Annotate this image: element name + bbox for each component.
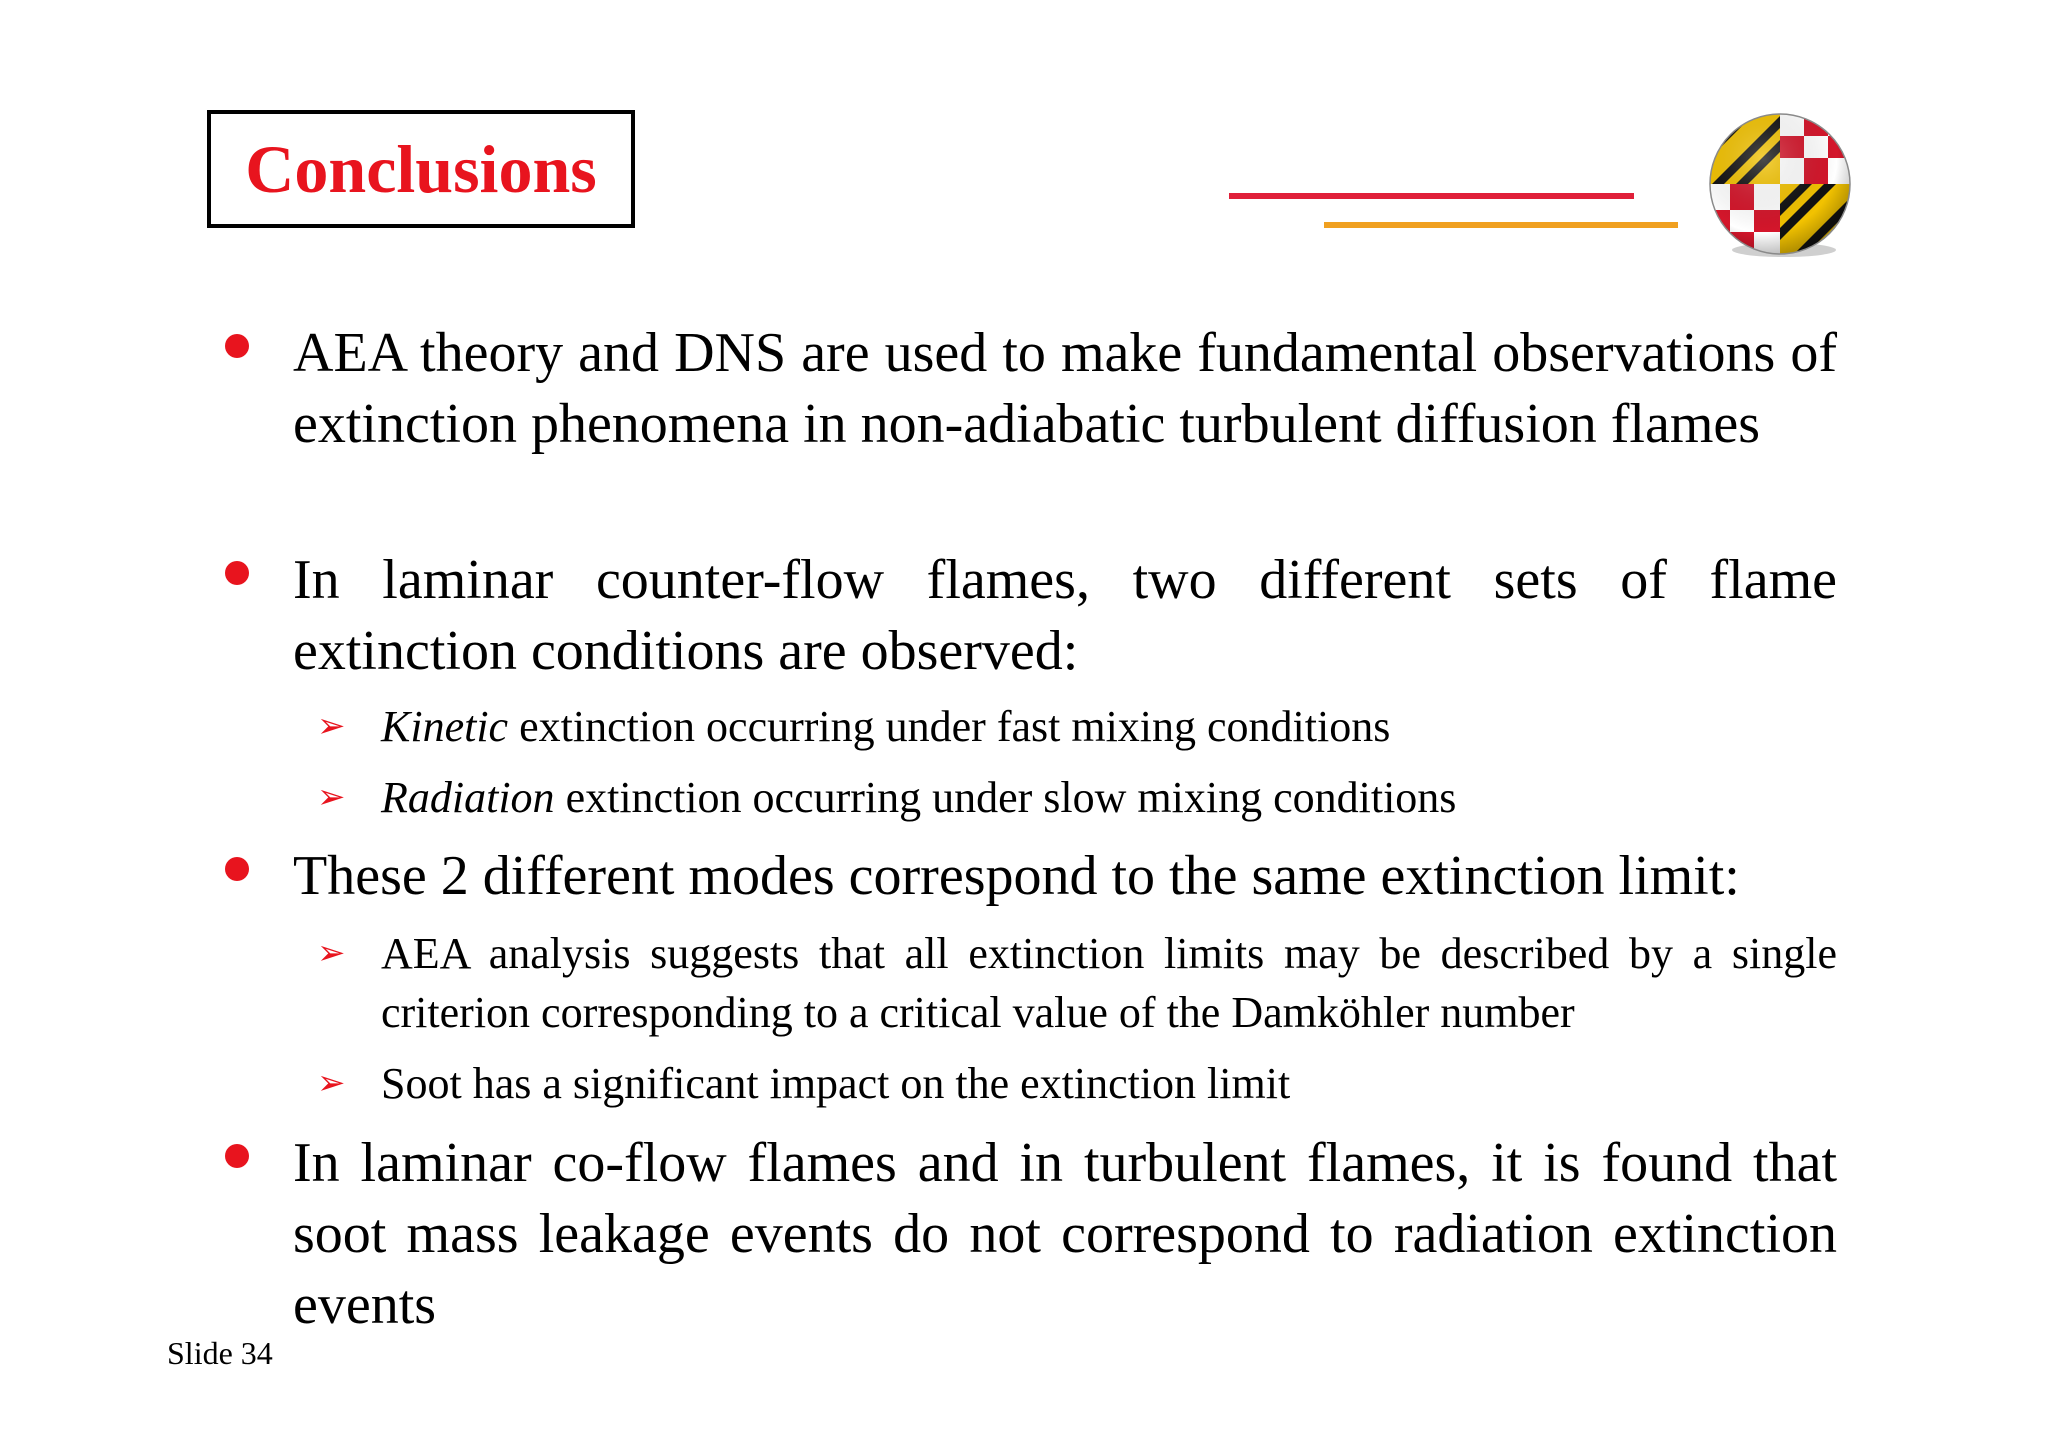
slide-number: Slide 34 <box>167 1335 273 1371</box>
bullet-dot-icon <box>225 1144 249 1168</box>
sub-bullet-emphasis: Kinetic <box>381 702 509 751</box>
bullet-dot-icon <box>225 561 249 585</box>
bullet-text: AEA theory and DNS are used to make fundamental observations of extinction phenomena in non-adiabatic turbulent diffusion flames <box>293 322 1837 455</box>
bullet-dot-icon <box>225 334 249 358</box>
sub-bullet-text: extinction occurring under slow mixing conditions <box>554 773 1457 822</box>
sub-bullet-text: AEA analysis suggests that all extinction limits may be described by a single criterion corresponding to a critical value of the Damköhler number <box>381 929 1837 1037</box>
slide-title: Conclusions <box>245 131 597 207</box>
bullet-item <box>293 841 1837 912</box>
arrow-bullet-icon: ➢ <box>317 1063 346 1103</box>
sub-bullet-item <box>317 924 1837 1042</box>
sub-bullet-text: extinction occurring under fast mixing conditions <box>508 702 1391 751</box>
arrow-bullet-icon: ➢ <box>317 777 346 817</box>
bullet-dot-icon <box>225 857 249 881</box>
bullet-item <box>293 545 1837 687</box>
bullet-text: In laminar co-flow flames and in turbulent flames, it is found that soot mass leakage events do not correspond to radiation extinction events <box>293 1132 1837 1336</box>
bullet-text: These 2 different modes correspond to the same extinction limit: <box>293 845 1740 907</box>
arrow-bullet-icon: ➢ <box>317 933 346 973</box>
sub-bullet-emphasis: Radiation <box>381 773 555 822</box>
arrow-bullet-icon: ➢ <box>317 706 346 746</box>
sub-bullet-item <box>317 768 1837 827</box>
bullet-item <box>293 318 1837 460</box>
sub-bullet-item <box>317 697 1837 756</box>
sub-bullet-item <box>317 1054 1837 1113</box>
sub-bullet-text: Soot has a significant impact on the extinction limit <box>381 1059 1291 1108</box>
bullet-item <box>293 1128 1837 1341</box>
bullet-text: In laminar counter-flow flames, two different sets of flame extinction conditions are observed: <box>293 549 1837 682</box>
